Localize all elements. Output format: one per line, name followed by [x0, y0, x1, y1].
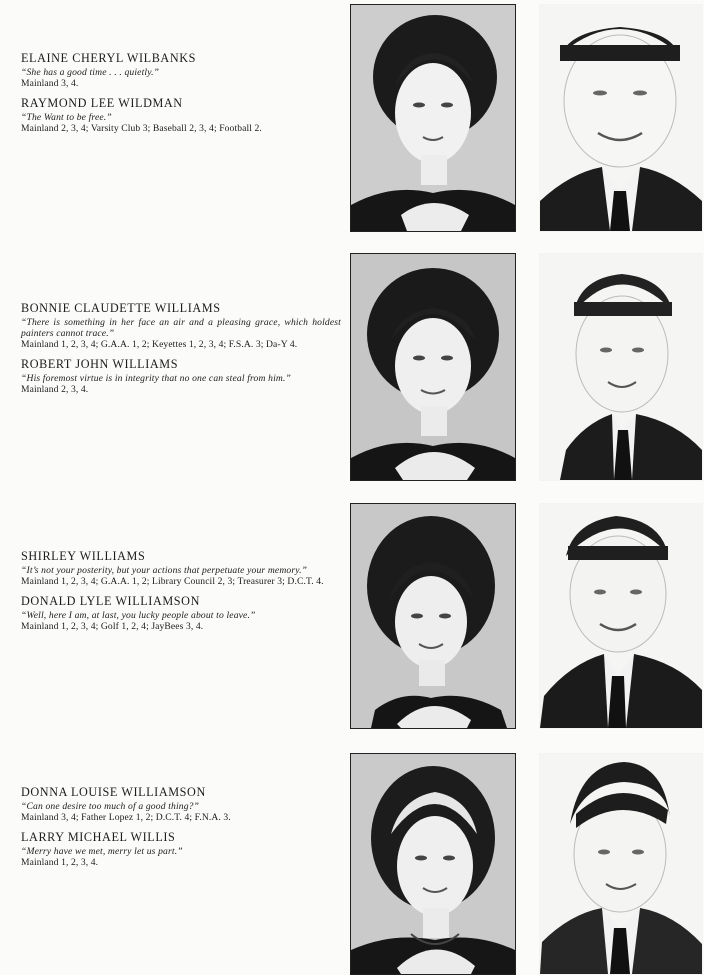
senior-activities: Mainland 1, 2, 3, 4.	[21, 857, 99, 868]
portrait-photo-female	[350, 753, 516, 975]
senior-name: RAYMOND LEE WILDMAN	[21, 96, 183, 110]
senior-entry	[21, 593, 341, 632]
senior-entry	[21, 829, 341, 868]
portrait-photo-female	[350, 4, 516, 232]
senior-activities: Mainland 1, 2, 3, 4; G.A.A. 1, 2; Library Council 2, 3; Treasurer 3; D.C.T. 4.	[21, 576, 324, 587]
senior-name: ROBERT JOHN WILLIAMS	[21, 357, 179, 371]
senior-activities: Mainland 3, 4.	[21, 78, 79, 89]
portrait-photo-female	[350, 503, 516, 729]
senior-activities: Mainland 1, 2, 3, 4; G.A.A. 1, 2; Keyettes 1, 2, 3, 4; F.S.A. 3; Da-Y 4.	[21, 339, 298, 350]
portrait-photo-male	[539, 253, 703, 481]
senior-entry	[21, 548, 341, 587]
senior-text-block	[21, 50, 341, 140]
senior-entry	[21, 50, 341, 89]
senior-name: ELAINE CHERYL WILBANKS	[21, 51, 197, 65]
senior-entry	[21, 300, 341, 350]
portrait-photo-male	[539, 503, 703, 729]
senior-quote: “The Want to be free.”	[21, 112, 112, 123]
senior-quote: “She has a good time . . . quietly.”	[21, 67, 160, 78]
senior-text-block	[21, 784, 341, 874]
portrait-photo-male	[539, 753, 703, 975]
senior-quote: “Can one desire too much of a good thing?”	[21, 801, 200, 812]
senior-quote: “Merry have we met, merry let us part.”	[21, 846, 183, 857]
senior-row	[0, 4, 704, 230]
senior-row	[0, 503, 704, 729]
senior-entry	[21, 356, 341, 395]
portrait-photo-female	[350, 253, 516, 481]
senior-row	[0, 253, 704, 481]
senior-activities: Mainland 2, 3, 4; Varsity Club 3; Baseball 2, 3, 4; Football 2.	[21, 123, 262, 134]
senior-text-block	[21, 300, 341, 401]
senior-activities: Mainland 3, 4; Father Lopez 1, 2; D.C.T. 4; F.N.A. 3.	[21, 812, 231, 823]
senior-quote: “It’s not your posterity, but your actions that perpetuate your memory.”	[21, 565, 308, 576]
senior-name: BONNIE CLAUDETTE WILLIAMS	[21, 301, 221, 315]
senior-entry	[21, 95, 341, 134]
senior-quote: “There is something in her face an air and a pleasing grace, which holdest painters cannot trace.”	[21, 317, 341, 339]
senior-activities: Mainland 2, 3, 4.	[21, 384, 89, 395]
senior-row	[0, 753, 704, 973]
senior-name: SHIRLEY WILLIAMS	[21, 549, 146, 563]
senior-text-block	[21, 548, 341, 638]
senior-quote: “His foremost virtue is in integrity that no one can steal from him.”	[21, 373, 291, 384]
senior-name: DONNA LOUISE WILLIAMSON	[21, 785, 206, 799]
portrait-photo-male	[539, 4, 703, 232]
senior-name: DONALD LYLE WILLIAMSON	[21, 594, 200, 608]
senior-name: LARRY MICHAEL WILLIS	[21, 830, 176, 844]
senior-entry	[21, 784, 341, 823]
senior-activities: Mainland 1, 2, 3, 4; Golf 1, 2, 4; JayBees 3, 4.	[21, 621, 204, 632]
senior-quote: “Well, here I am, at last, you lucky people about to leave.”	[21, 610, 256, 621]
